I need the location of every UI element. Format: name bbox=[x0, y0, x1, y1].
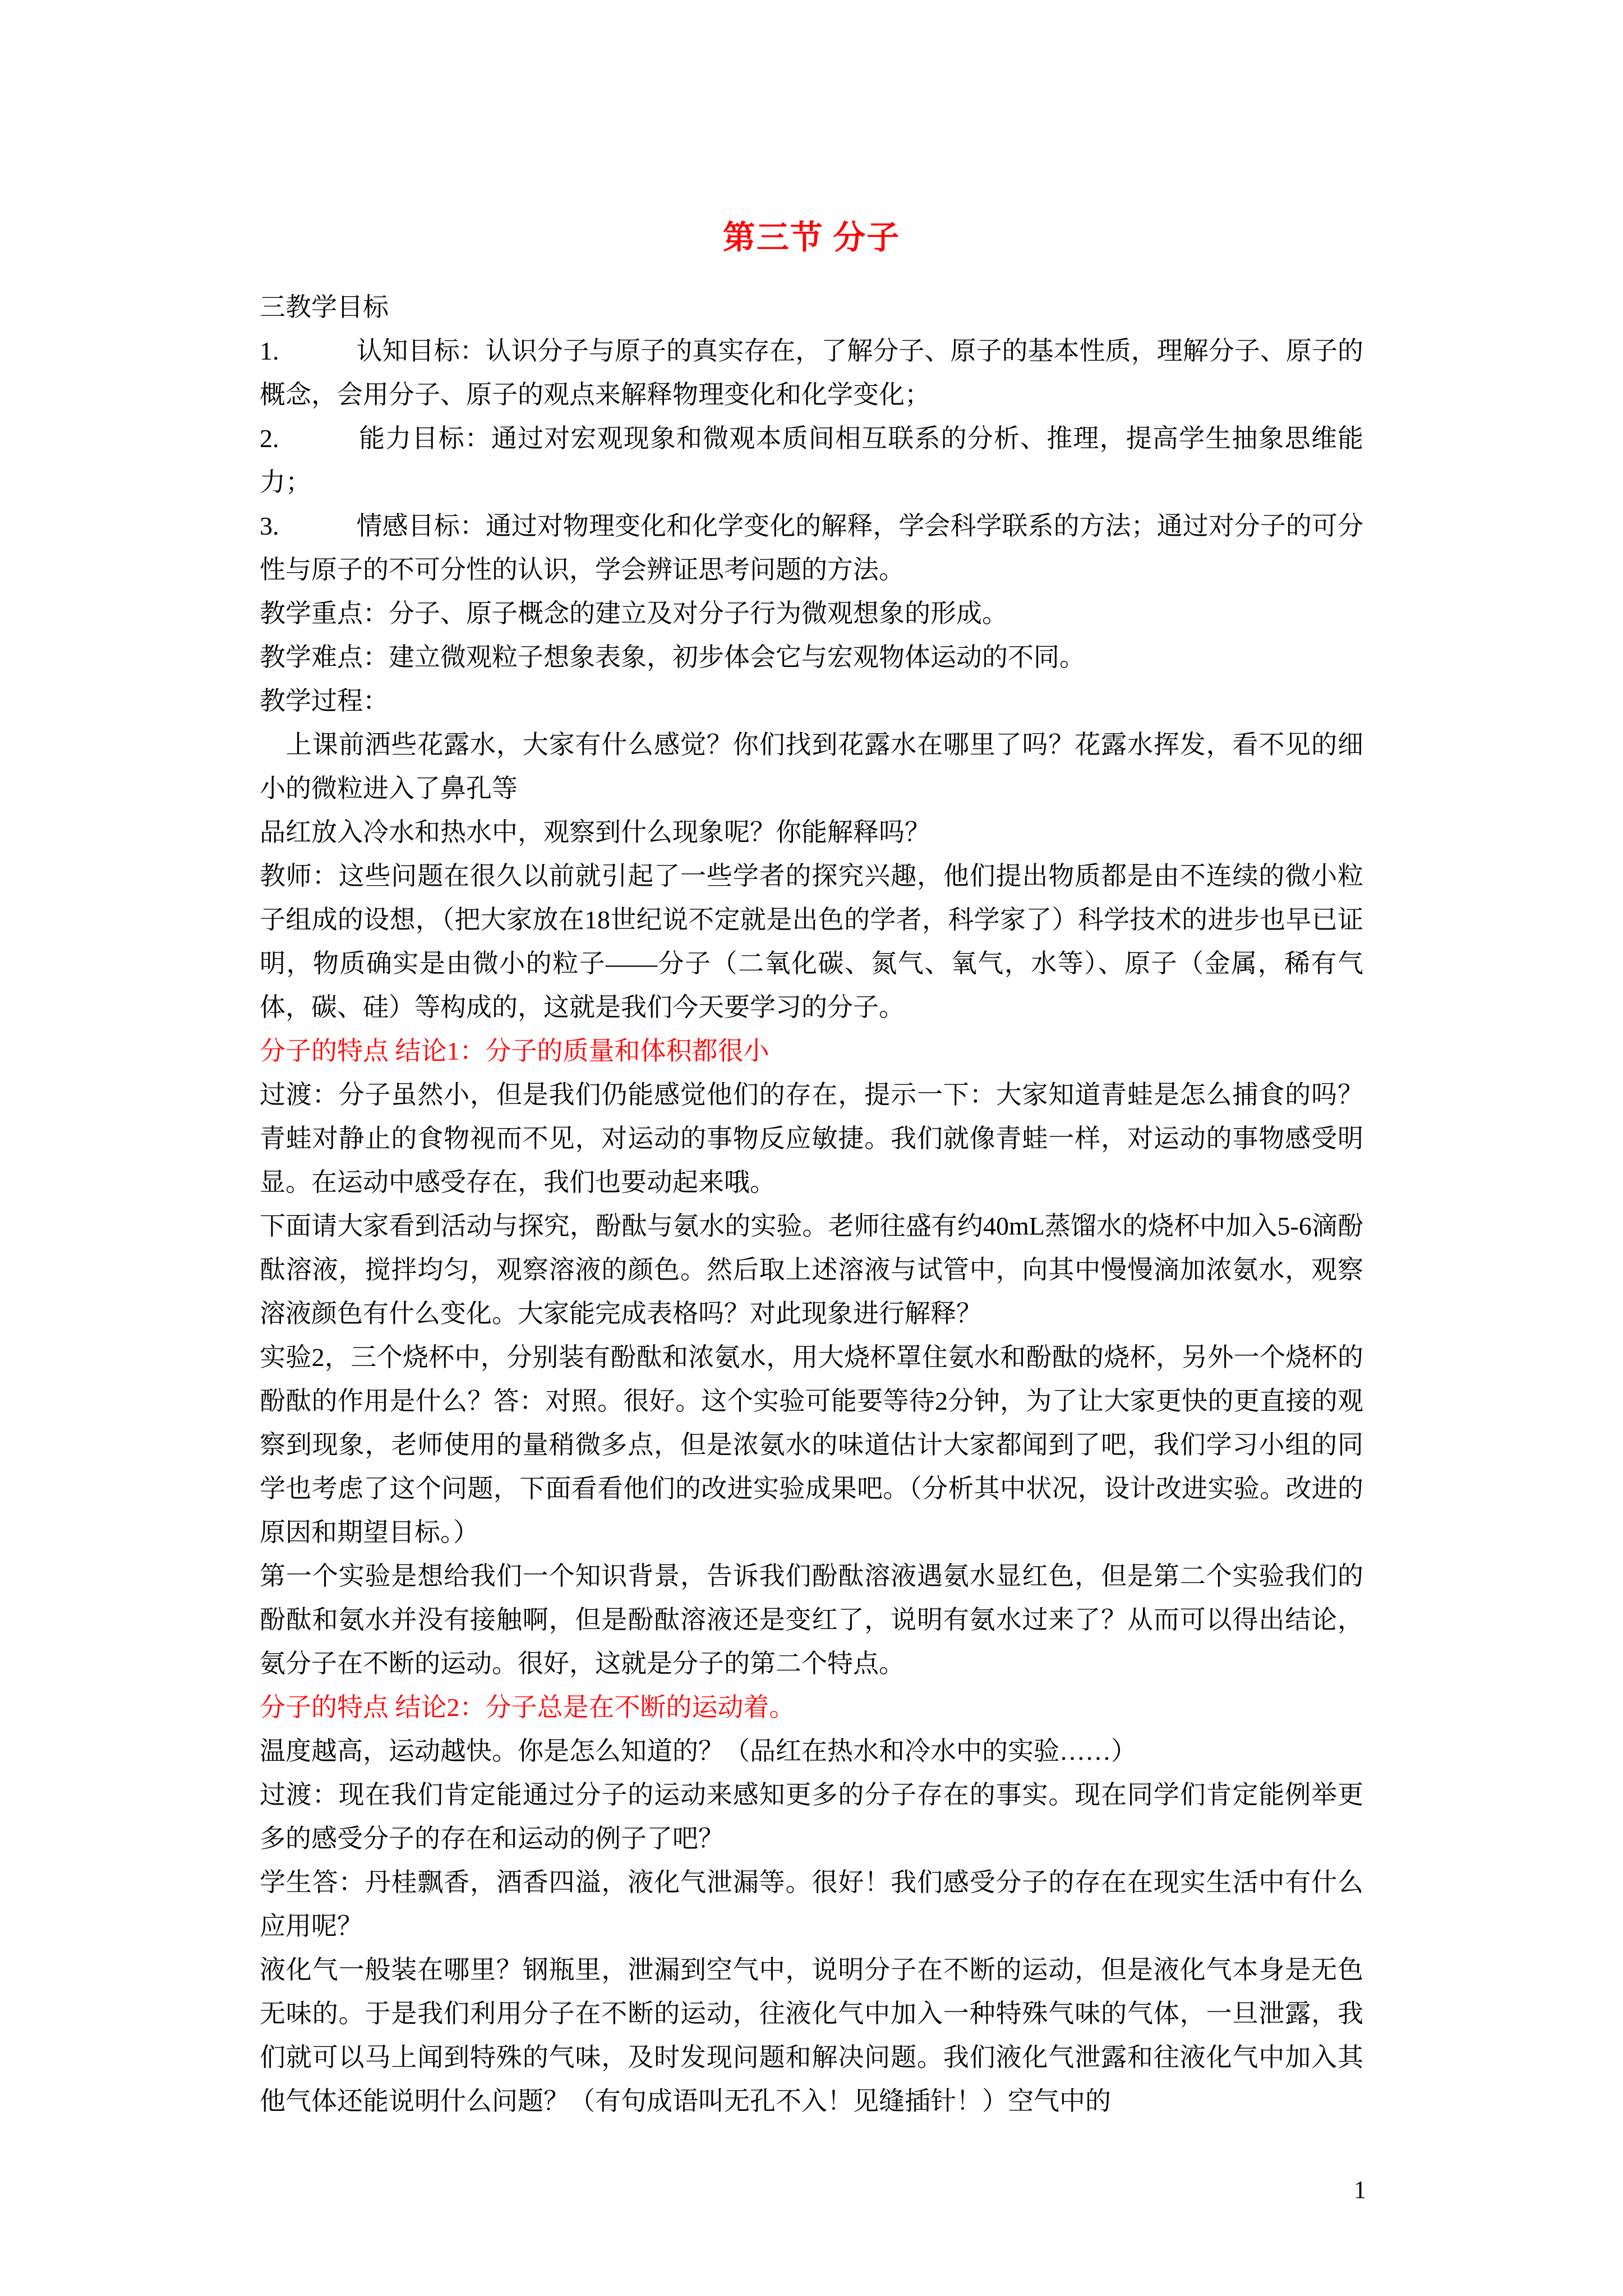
paragraph: 下面请大家看到活动与探究，酚酞与氨水的实验。老师往盛有约40mL蒸馏水的烧杯中加入5-6滴酚酞溶液，搅拌均匀，观察溶液的颜色。然后取上述溶液与试管中，向其中慢慢滴加浓氨水，观察溶液颜色有什么变化。大家能完成表格吗？对此现象进行解释？ bbox=[260, 1211, 1363, 1328]
paragraph: 上课前洒些花露水，大家有什么感觉？你们找到花露水在哪里了吗？花露水挥发，看不见的细小的微粒进入了鼻孔等 bbox=[260, 730, 1363, 803]
paragraph: 实验2，三个烧杯中，分别装有酚酞和浓氨水，用大烧杯罩住氨水和酚酞的烧杯，另外一个烧杯的酚酞的作用是什么？答：对照。很好。这个实验可能要等待2分钟，为了让大家更快的更直接的观察到现象，老师使用的量稍微多点，但是浓氨水的味道估计大家都闻到了吧，我们学习小组的同学也考虑了这个问题，下面看看他们的改进实验成果吧。（分析其中状况，设计改进实验。改进的原因和期望目标。） bbox=[260, 1342, 1363, 1547]
page-number: 1 bbox=[1354, 2176, 1366, 2203]
paragraph: 分子的特点 结论2：分子总是在不断的运动着。 bbox=[260, 1692, 795, 1722]
paragraph: 温度越高，运动越快。你是怎么知道的？（品红在热水和冷水中的实验……） bbox=[260, 1736, 1137, 1765]
paragraph: 过渡：分子虽然小，但是我们仍能感觉他们的存在，提示一下：大家知道青蛙是怎么捕食的吗？青蛙对静止的食物视而不见，对运动的事物反应敏捷。我们就像青蛙一样，对运动的事物感受明显。在运动中感受存在，我们也要动起来哦。 bbox=[260, 1080, 1363, 1197]
paragraph: 3. 情感目标：通过对物理变化和化学变化的解释，学会科学联系的方法；通过对分子的可分性与原子的不可分性的认识，学会辨证思考问题的方法。 bbox=[260, 511, 1363, 584]
paragraph: 三教学目标 bbox=[260, 292, 389, 321]
paragraph: 2. 能力目标：通过对宏观现象和微观本质间相互联系的分析、推理，提高学生抽象思维能力； bbox=[260, 424, 1363, 496]
paragraph: 分子的特点 结论1：分子的质量和体积都很小 bbox=[260, 1036, 769, 1065]
paragraph: 教学过程： bbox=[260, 686, 389, 715]
paragraph: 液化气一般装在哪里？钢瓶里，泄漏到空气中，说明分子在不断的运动，但是液化气本身是无色无味的。于是我们利用分子在不断的运动，往液化气中加入一种特殊气味的气体，一旦泄露，我们就可以马上闻到特殊的气味，及时发现问题和解决问题。我们液化气泄露和往液化气中加入其他气体还能说明什么问题？（有句成语叫无孔不入！见缝插针！）空气中的 bbox=[260, 1955, 1363, 2115]
paragraph: 过渡：现在我们肯定能通过分子的运动来感知更多的分子存在的事实。现在同学们肯定能例举更多的感受分子的存在和运动的例子了吧？ bbox=[260, 1780, 1363, 1853]
paragraph: 1. 认知目标：认识分子与原子的真实存在，了解分子、原子的基本性质，理解分子、原子的概念，会用分子、原子的观点来解释物理变化和化学变化； bbox=[260, 336, 1363, 409]
paragraph: 品红放入冷水和热水中，观察到什么现象呢？你能解释吗？ bbox=[260, 817, 930, 846]
paragraph: 教学重点：分子、原子概念的建立及对分子行为微观想象的形成。 bbox=[260, 599, 1008, 628]
paragraph: 教师：这些问题在很久以前就引起了一些学者的探究兴趣，他们提出物质都是由不连续的微小粒子组成的设想，（把大家放在18世纪说不定就是出色的学者，科学家了）科学技术的进步也早已证明，物质确实是由微小的粒子——分子（二氧化碳、氮气、氧气，水等）、原子（金属，稀有气体，碳、硅）等构成的，这就是我们今天要学习的分子。 bbox=[260, 861, 1363, 1022]
paragraph: 学生答：丹桂飘香，酒香四溢，液化气泄漏等。很好！我们感受分子的存在在现实生活中有什么应用呢？ bbox=[260, 1867, 1363, 1940]
document-content bbox=[260, 218, 1363, 2123]
document-title: 第三节 分子 bbox=[722, 219, 901, 256]
paragraph: 第一个实验是想给我们一个知识背景，告诉我们酚酞溶液遇氨水显红色，但是第二个实验我们的酚酞和氨水并没有接触啊，但是酚酞溶液还是变红了，说明有氨水过来了？从而可以得出结论，氨分子在不断的运动。很好，这就是分子的第二个特点。 bbox=[260, 1561, 1363, 1678]
paragraph: 教学难点：建立微观粒子想象表象，初步体会它与宏观物体运动的不同。 bbox=[260, 642, 1085, 671]
